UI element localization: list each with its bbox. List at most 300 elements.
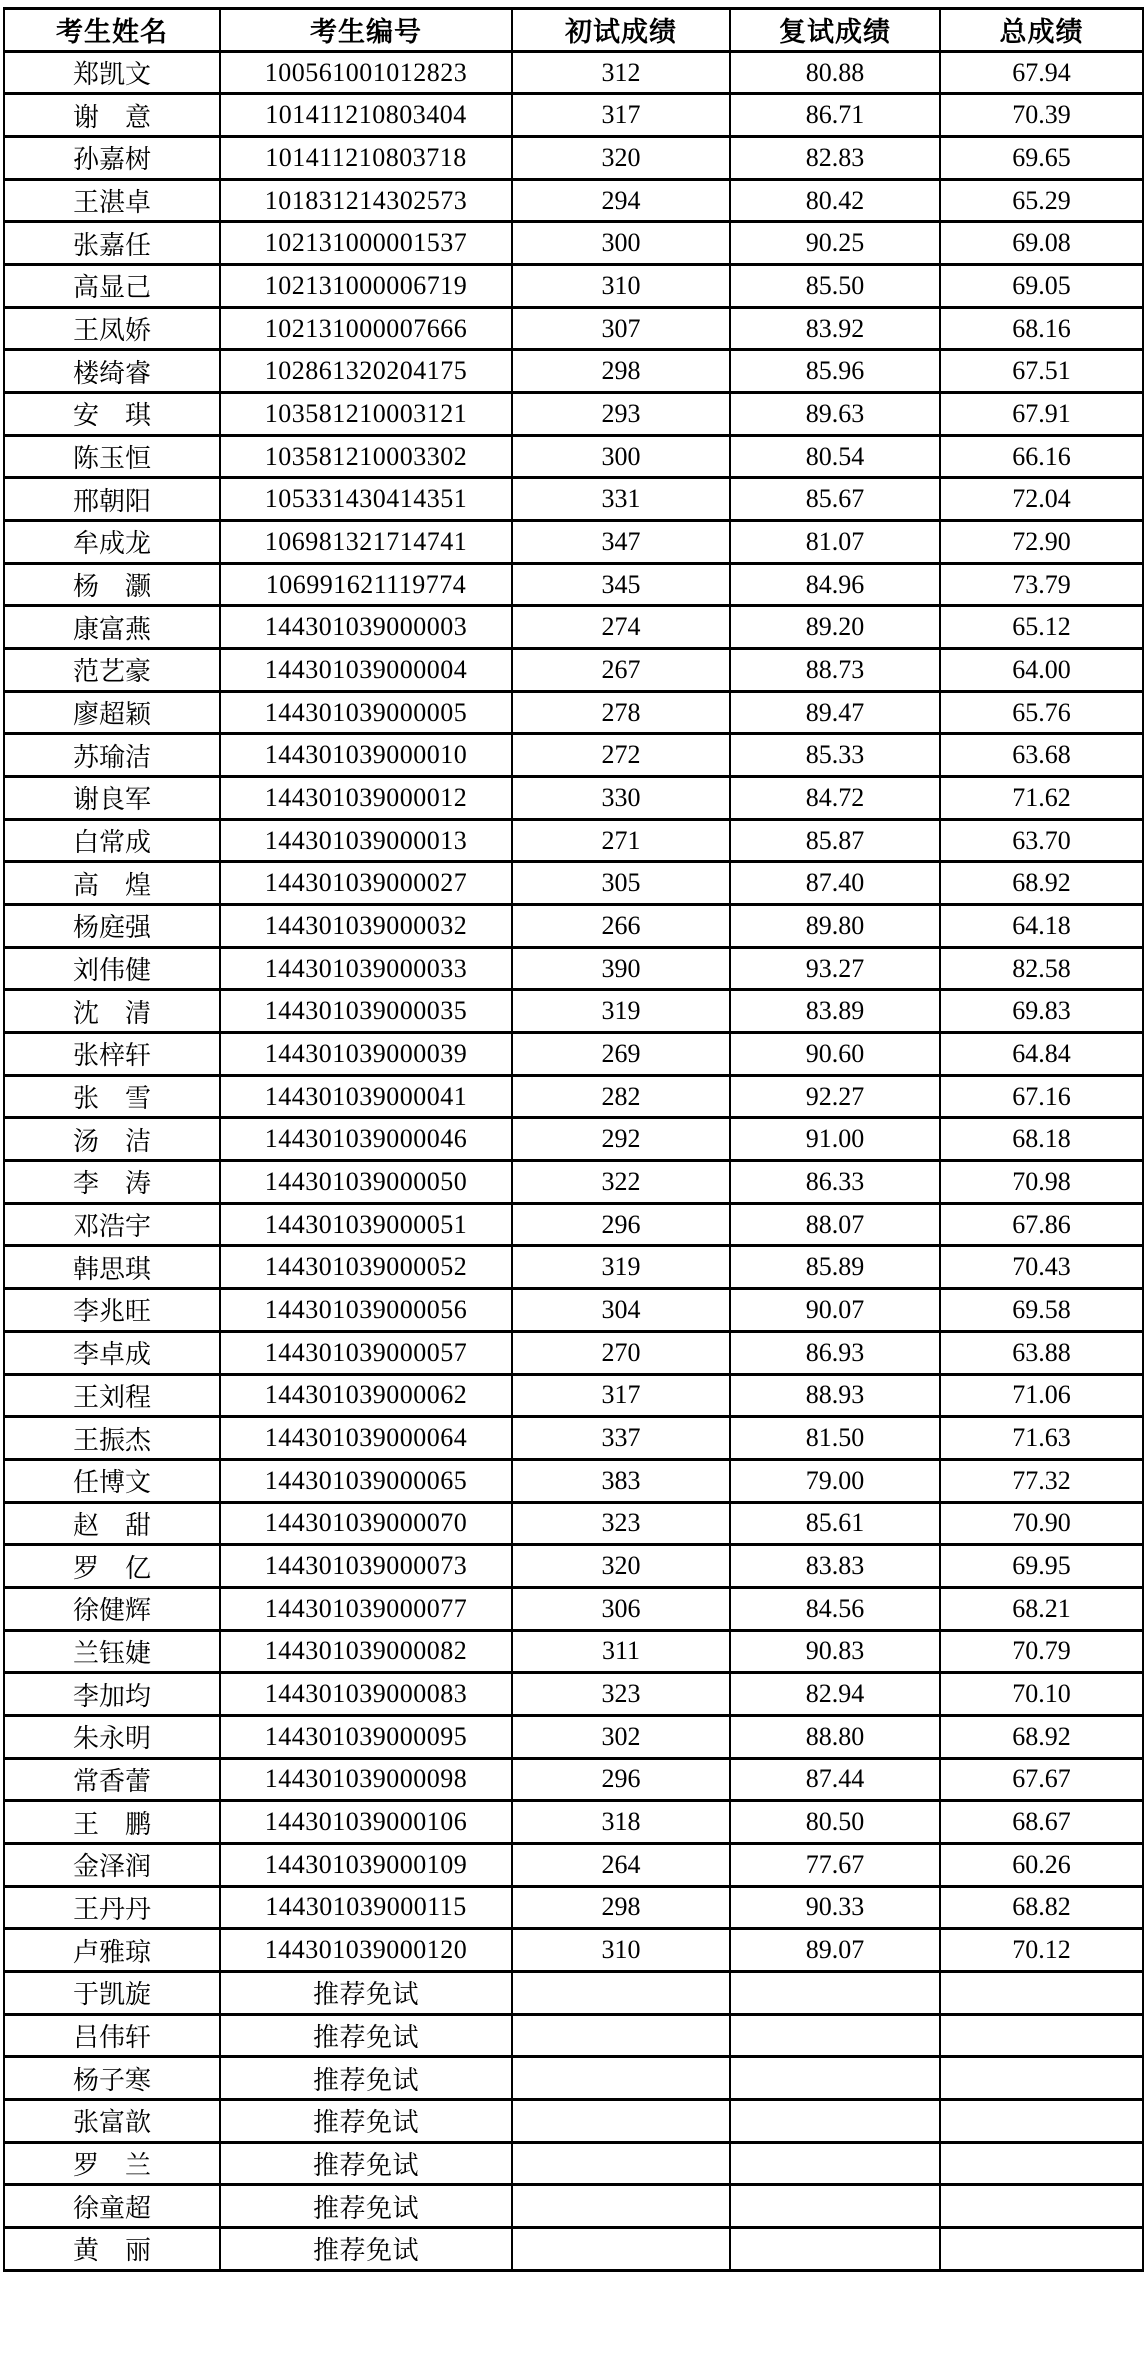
cell-candidate-name: 李加均: [4, 1673, 220, 1716]
cell-total-score: 67.67: [940, 1758, 1143, 1801]
table-row: [4, 1161, 1143, 1204]
cell-candidate-name: 赵 甜: [4, 1502, 220, 1545]
cell-total-score: 68.67: [940, 1801, 1143, 1844]
cell-candidate-name: 楼绮睿: [4, 350, 220, 393]
cell-first-score: 300: [512, 222, 730, 265]
cell-total-score: 69.65: [940, 137, 1143, 180]
cell-candidate-id: 103581210003302: [220, 435, 512, 478]
cell-candidate-id: 144301039000039: [220, 1033, 512, 1076]
cell-candidate-id: 144301039000004: [220, 649, 512, 692]
table-row: [4, 1545, 1143, 1588]
cell-second-score: 82.83: [730, 137, 940, 180]
cell-second-score: 80.54: [730, 435, 940, 478]
cell-candidate-id: 144301039000012: [220, 777, 512, 820]
table-row: [4, 862, 1143, 905]
cell-total-score: 72.04: [940, 478, 1143, 521]
cell-candidate-id: 推荐免试: [220, 2185, 512, 2228]
cell-total-score: 70.90: [940, 1502, 1143, 1545]
cell-second-score: 89.63: [730, 393, 940, 436]
cell-second-score: 81.50: [730, 1417, 940, 1460]
cell-second-score: 83.92: [730, 307, 940, 350]
cell-first-score: 319: [512, 1246, 730, 1289]
cell-candidate-name: 王湛卓: [4, 179, 220, 222]
cell-total-score: 65.12: [940, 606, 1143, 649]
cell-second-score: 90.07: [730, 1289, 940, 1332]
cell-second-score: 85.67: [730, 478, 940, 521]
cell-candidate-id: 144301039000050: [220, 1161, 512, 1204]
cell-first-score: 266: [512, 905, 730, 948]
table-row: [4, 563, 1143, 606]
cell-second-score: 84.56: [730, 1587, 940, 1630]
cell-candidate-id: 144301039000051: [220, 1203, 512, 1246]
cell-first-score: 302: [512, 1715, 730, 1758]
cell-candidate-name: 吕伟轩: [4, 2014, 220, 2057]
cell-candidate-id: 144301039000041: [220, 1075, 512, 1118]
cell-first-score: 347: [512, 521, 730, 564]
cell-total-score: [940, 2142, 1143, 2185]
cell-second-score: [730, 2227, 940, 2270]
table-row: [4, 1075, 1143, 1118]
header-second-score: 复试成绩: [730, 9, 940, 52]
cell-candidate-id: 144301039000095: [220, 1715, 512, 1758]
table-row: [4, 1203, 1143, 1246]
cell-candidate-name: 汤 洁: [4, 1118, 220, 1161]
cell-candidate-id: 推荐免试: [220, 2227, 512, 2270]
cell-candidate-id: 144301039000120: [220, 1929, 512, 1972]
table-row: [4, 1502, 1143, 1545]
cell-candidate-id: 144301039000013: [220, 819, 512, 862]
table-row-exempt: [4, 2014, 1143, 2057]
cell-second-score: [730, 2014, 940, 2057]
cell-second-score: 88.07: [730, 1203, 940, 1246]
table-row: [4, 179, 1143, 222]
cell-first-score: 383: [512, 1459, 730, 1502]
cell-candidate-id: 推荐免试: [220, 2014, 512, 2057]
cell-candidate-name: 张 雪: [4, 1075, 220, 1118]
table-row-exempt: [4, 2185, 1143, 2228]
header-candidate-id: 考生编号: [220, 9, 512, 52]
cell-candidate-name: 苏瑜洁: [4, 734, 220, 777]
cell-total-score: 70.39: [940, 94, 1143, 137]
cell-total-score: 69.58: [940, 1289, 1143, 1332]
cell-total-score: 68.92: [940, 1715, 1143, 1758]
table-row: [4, 1289, 1143, 1332]
cell-total-score: 69.08: [940, 222, 1143, 265]
cell-candidate-id: 102131000001537: [220, 222, 512, 265]
cell-second-score: 85.96: [730, 350, 940, 393]
cell-total-score: 67.91: [940, 393, 1143, 436]
cell-total-score: 65.76: [940, 691, 1143, 734]
cell-total-score: 68.18: [940, 1118, 1143, 1161]
cell-second-score: 85.89: [730, 1246, 940, 1289]
cell-first-score: 298: [512, 1886, 730, 1929]
cell-second-score: 80.42: [730, 179, 940, 222]
table-row: [4, 606, 1143, 649]
table-row: [4, 1417, 1143, 1460]
cell-second-score: 89.07: [730, 1929, 940, 1972]
cell-first-score: 304: [512, 1289, 730, 1332]
cell-second-score: 83.83: [730, 1545, 940, 1588]
cell-total-score: [940, 2099, 1143, 2142]
table-row: [4, 307, 1143, 350]
cell-first-score: 317: [512, 94, 730, 137]
cell-total-score: [940, 2014, 1143, 2057]
table-row: [4, 51, 1143, 94]
cell-candidate-name: 王 鹏: [4, 1801, 220, 1844]
cell-candidate-name: 徐童超: [4, 2185, 220, 2228]
cell-second-score: 88.80: [730, 1715, 940, 1758]
cell-candidate-name: 张富歆: [4, 2099, 220, 2142]
cell-total-score: 67.16: [940, 1075, 1143, 1118]
cell-second-score: 84.72: [730, 777, 940, 820]
cell-candidate-name: 郑凯文: [4, 51, 220, 94]
cell-candidate-id: 101411210803718: [220, 137, 512, 180]
cell-total-score: 67.94: [940, 51, 1143, 94]
cell-candidate-name: 高 煌: [4, 862, 220, 905]
table-row: [4, 478, 1143, 521]
table-row: [4, 1246, 1143, 1289]
cell-total-score: 72.90: [940, 521, 1143, 564]
cell-total-score: 68.92: [940, 862, 1143, 905]
cell-candidate-id: 102131000006719: [220, 265, 512, 308]
table-row: [4, 94, 1143, 137]
cell-candidate-name: 张梓轩: [4, 1033, 220, 1076]
cell-first-score: 269: [512, 1033, 730, 1076]
cell-total-score: 68.16: [940, 307, 1143, 350]
table-row: [4, 1715, 1143, 1758]
cell-candidate-id: 144301039000057: [220, 1331, 512, 1374]
cell-total-score: 69.83: [940, 990, 1143, 1033]
cell-first-score: 270: [512, 1331, 730, 1374]
cell-candidate-id: 144301039000098: [220, 1758, 512, 1801]
table-row: [4, 1118, 1143, 1161]
cell-second-score: 86.71: [730, 94, 940, 137]
cell-candidate-name: 高显己: [4, 265, 220, 308]
cell-total-score: 64.18: [940, 905, 1143, 948]
cell-first-score: 323: [512, 1673, 730, 1716]
table-row: [4, 1843, 1143, 1886]
cell-candidate-id: 推荐免试: [220, 2099, 512, 2142]
cell-candidate-id: 144301039000082: [220, 1630, 512, 1673]
cell-second-score: 85.50: [730, 265, 940, 308]
table-row: [4, 1801, 1143, 1844]
cell-first-score: 330: [512, 777, 730, 820]
cell-candidate-id: 103581210003121: [220, 393, 512, 436]
cell-first-score: 267: [512, 649, 730, 692]
cell-first-score: [512, 2185, 730, 2228]
table-header: [4, 9, 1143, 52]
cell-candidate-id: 144301039000062: [220, 1374, 512, 1417]
cell-candidate-id: 推荐免试: [220, 1971, 512, 2014]
cell-candidate-name: 任博文: [4, 1459, 220, 1502]
cell-second-score: [730, 2185, 940, 2228]
cell-candidate-id: 144301039000109: [220, 1843, 512, 1886]
cell-candidate-name: 徐健辉: [4, 1587, 220, 1630]
cell-first-score: 282: [512, 1075, 730, 1118]
cell-candidate-name: 王刘程: [4, 1374, 220, 1417]
cell-candidate-id: 144301039000003: [220, 606, 512, 649]
table-row: [4, 1459, 1143, 1502]
table-row: [4, 350, 1143, 393]
cell-first-score: 296: [512, 1203, 730, 1246]
cell-second-score: 83.89: [730, 990, 940, 1033]
cell-first-score: 311: [512, 1630, 730, 1673]
header-first-score: 初试成绩: [512, 9, 730, 52]
cell-total-score: 64.84: [940, 1033, 1143, 1076]
cell-candidate-id: 144301039000033: [220, 947, 512, 990]
cell-candidate-name: 杨 灏: [4, 563, 220, 606]
cell-total-score: 67.51: [940, 350, 1143, 393]
table-row: [4, 1929, 1143, 1972]
cell-second-score: 88.73: [730, 649, 940, 692]
cell-first-score: [512, 2014, 730, 2057]
table-row: [4, 1033, 1143, 1076]
cell-candidate-id: 144301039000115: [220, 1886, 512, 1929]
cell-total-score: 70.10: [940, 1673, 1143, 1716]
cell-candidate-name: 于凯旋: [4, 1971, 220, 2014]
cell-candidate-id: 144301039000035: [220, 990, 512, 1033]
table-row: [4, 819, 1143, 862]
cell-candidate-name: 王振杰: [4, 1417, 220, 1460]
cell-second-score: 85.87: [730, 819, 940, 862]
cell-candidate-name: 康富燕: [4, 606, 220, 649]
cell-candidate-name: 白常成: [4, 819, 220, 862]
cell-second-score: 86.93: [730, 1331, 940, 1374]
table-row: [4, 435, 1143, 478]
table-row: [4, 1374, 1143, 1417]
table-body: [4, 51, 1143, 2270]
cell-candidate-name: 黄 丽: [4, 2227, 220, 2270]
cell-candidate-name: 朱永明: [4, 1715, 220, 1758]
cell-first-score: 390: [512, 947, 730, 990]
cell-first-score: 318: [512, 1801, 730, 1844]
cell-total-score: 64.00: [940, 649, 1143, 692]
cell-first-score: 298: [512, 350, 730, 393]
cell-candidate-name: 谢良军: [4, 777, 220, 820]
cell-candidate-name: 李卓成: [4, 1331, 220, 1374]
cell-candidate-id: 144301039000032: [220, 905, 512, 948]
cell-candidate-name: 杨庭强: [4, 905, 220, 948]
cell-candidate-id: 144301039000065: [220, 1459, 512, 1502]
cell-total-score: 63.68: [940, 734, 1143, 777]
cell-second-score: [730, 2099, 940, 2142]
cell-total-score: 60.26: [940, 1843, 1143, 1886]
cell-second-score: 91.00: [730, 1118, 940, 1161]
cell-candidate-name: 邓浩宇: [4, 1203, 220, 1246]
cell-candidate-name: 陈玉恒: [4, 435, 220, 478]
cell-second-score: 93.27: [730, 947, 940, 990]
header-candidate-name: 考生姓名: [4, 9, 220, 52]
cell-first-score: 322: [512, 1161, 730, 1204]
table-row: [4, 393, 1143, 436]
cell-candidate-name: 沈 清: [4, 990, 220, 1033]
cell-candidate-name: 谢 意: [4, 94, 220, 137]
table-row: [4, 734, 1143, 777]
cell-candidate-name: 刘伟健: [4, 947, 220, 990]
cell-candidate-name: 金泽润: [4, 1843, 220, 1886]
cell-first-score: [512, 1971, 730, 2014]
cell-second-score: 89.20: [730, 606, 940, 649]
cell-first-score: 300: [512, 435, 730, 478]
cell-first-score: [512, 2142, 730, 2185]
cell-first-score: 294: [512, 179, 730, 222]
cell-candidate-name: 范艺豪: [4, 649, 220, 692]
cell-candidate-name: 李兆旺: [4, 1289, 220, 1332]
cell-total-score: [940, 2185, 1143, 2228]
table-row: [4, 649, 1143, 692]
cell-total-score: 70.12: [940, 1929, 1143, 1972]
cell-total-score: 71.06: [940, 1374, 1143, 1417]
table-row: [4, 691, 1143, 734]
score-table: [3, 7, 1144, 2272]
cell-second-score: 85.33: [730, 734, 940, 777]
cell-second-score: 86.33: [730, 1161, 940, 1204]
cell-total-score: 67.86: [940, 1203, 1143, 1246]
cell-candidate-name: 杨子寒: [4, 2057, 220, 2100]
cell-second-score: 84.96: [730, 563, 940, 606]
cell-candidate-id: 101411210803404: [220, 94, 512, 137]
cell-second-score: 82.94: [730, 1673, 940, 1716]
table-row: [4, 1758, 1143, 1801]
cell-first-score: 323: [512, 1502, 730, 1545]
table-row: [4, 1630, 1143, 1673]
cell-total-score: 63.70: [940, 819, 1143, 862]
cell-candidate-id: 106981321714741: [220, 521, 512, 564]
cell-candidate-id: 144301039000073: [220, 1545, 512, 1588]
cell-first-score: 312: [512, 51, 730, 94]
cell-first-score: 319: [512, 990, 730, 1033]
cell-first-score: 271: [512, 819, 730, 862]
cell-second-score: [730, 2057, 940, 2100]
cell-second-score: 90.25: [730, 222, 940, 265]
cell-candidate-id: 144301039000027: [220, 862, 512, 905]
cell-candidate-id: 144301039000106: [220, 1801, 512, 1844]
cell-total-score: 70.98: [940, 1161, 1143, 1204]
cell-candidate-id: 102131000007666: [220, 307, 512, 350]
cell-candidate-id: 144301039000010: [220, 734, 512, 777]
cell-candidate-name: 安 琪: [4, 393, 220, 436]
cell-candidate-id: 144301039000070: [220, 1502, 512, 1545]
cell-second-score: 90.33: [730, 1886, 940, 1929]
cell-candidate-id: 144301039000056: [220, 1289, 512, 1332]
cell-second-score: 80.88: [730, 51, 940, 94]
cell-candidate-id: 144301039000052: [220, 1246, 512, 1289]
table-row: [4, 521, 1143, 564]
table-row: [4, 947, 1143, 990]
table-row: [4, 1673, 1143, 1716]
cell-total-score: 66.16: [940, 435, 1143, 478]
cell-first-score: 345: [512, 563, 730, 606]
cell-first-score: 264: [512, 1843, 730, 1886]
header-total-score: 总成绩: [940, 9, 1143, 52]
cell-total-score: 71.62: [940, 777, 1143, 820]
cell-total-score: 63.88: [940, 1331, 1143, 1374]
table-row-exempt: [4, 2099, 1143, 2142]
table-row-exempt: [4, 1971, 1143, 2014]
cell-first-score: 310: [512, 1929, 730, 1972]
cell-candidate-name: 常香蕾: [4, 1758, 220, 1801]
cell-total-score: 70.43: [940, 1246, 1143, 1289]
cell-first-score: 310: [512, 265, 730, 308]
table-row: [4, 1587, 1143, 1630]
cell-total-score: [940, 1971, 1143, 2014]
cell-candidate-name: 韩思琪: [4, 1246, 220, 1289]
table-row: [4, 265, 1143, 308]
cell-first-score: 278: [512, 691, 730, 734]
cell-total-score: 70.79: [940, 1630, 1143, 1673]
cell-total-score: 69.05: [940, 265, 1143, 308]
table-row: [4, 777, 1143, 820]
cell-second-score: 87.44: [730, 1758, 940, 1801]
header-row: [4, 9, 1143, 52]
cell-first-score: [512, 2099, 730, 2142]
cell-second-score: [730, 1971, 940, 2014]
cell-candidate-name: 李 涛: [4, 1161, 220, 1204]
cell-candidate-name: 王凤娇: [4, 307, 220, 350]
cell-candidate-id: 推荐免试: [220, 2057, 512, 2100]
cell-first-score: 296: [512, 1758, 730, 1801]
cell-second-score: 81.07: [730, 521, 940, 564]
cell-candidate-name: 卢雅琼: [4, 1929, 220, 1972]
cell-first-score: 305: [512, 862, 730, 905]
cell-candidate-id: 106991621119774: [220, 563, 512, 606]
cell-total-score: 68.82: [940, 1886, 1143, 1929]
cell-candidate-name: 罗 亿: [4, 1545, 220, 1588]
cell-total-score: 65.29: [940, 179, 1143, 222]
cell-candidate-name: 罗 兰: [4, 2142, 220, 2185]
table-row: [4, 222, 1143, 265]
cell-candidate-name: 王丹丹: [4, 1886, 220, 1929]
table-row: [4, 990, 1143, 1033]
table-row-exempt: [4, 2057, 1143, 2100]
cell-candidate-id: 144301039000064: [220, 1417, 512, 1460]
cell-second-score: 80.50: [730, 1801, 940, 1844]
cell-first-score: [512, 2227, 730, 2270]
cell-candidate-name: 张嘉任: [4, 222, 220, 265]
cell-candidate-id: 144301039000005: [220, 691, 512, 734]
cell-first-score: 306: [512, 1587, 730, 1630]
cell-candidate-name: 邢朝阳: [4, 478, 220, 521]
cell-second-score: 79.00: [730, 1459, 940, 1502]
cell-first-score: 272: [512, 734, 730, 777]
cell-second-score: 89.80: [730, 905, 940, 948]
cell-second-score: 85.61: [730, 1502, 940, 1545]
cell-candidate-id: 100561001012823: [220, 51, 512, 94]
cell-first-score: [512, 2057, 730, 2100]
cell-candidate-id: 推荐免试: [220, 2142, 512, 2185]
cell-total-score: 68.21: [940, 1587, 1143, 1630]
cell-candidate-id: 144301039000083: [220, 1673, 512, 1716]
cell-total-score: 77.32: [940, 1459, 1143, 1502]
cell-total-score: [940, 2227, 1143, 2270]
cell-first-score: 293: [512, 393, 730, 436]
cell-candidate-id: 144301039000077: [220, 1587, 512, 1630]
table-row-exempt: [4, 2142, 1143, 2185]
cell-candidate-id: 102861320204175: [220, 350, 512, 393]
cell-first-score: 317: [512, 1374, 730, 1417]
cell-second-score: [730, 2142, 940, 2185]
cell-first-score: 320: [512, 1545, 730, 1588]
cell-second-score: 90.83: [730, 1630, 940, 1673]
cell-first-score: 292: [512, 1118, 730, 1161]
cell-second-score: 92.27: [730, 1075, 940, 1118]
cell-second-score: 88.93: [730, 1374, 940, 1417]
cell-total-score: [940, 2057, 1143, 2100]
cell-second-score: 87.40: [730, 862, 940, 905]
table-row: [4, 137, 1143, 180]
cell-first-score: 274: [512, 606, 730, 649]
cell-candidate-id: 144301039000046: [220, 1118, 512, 1161]
